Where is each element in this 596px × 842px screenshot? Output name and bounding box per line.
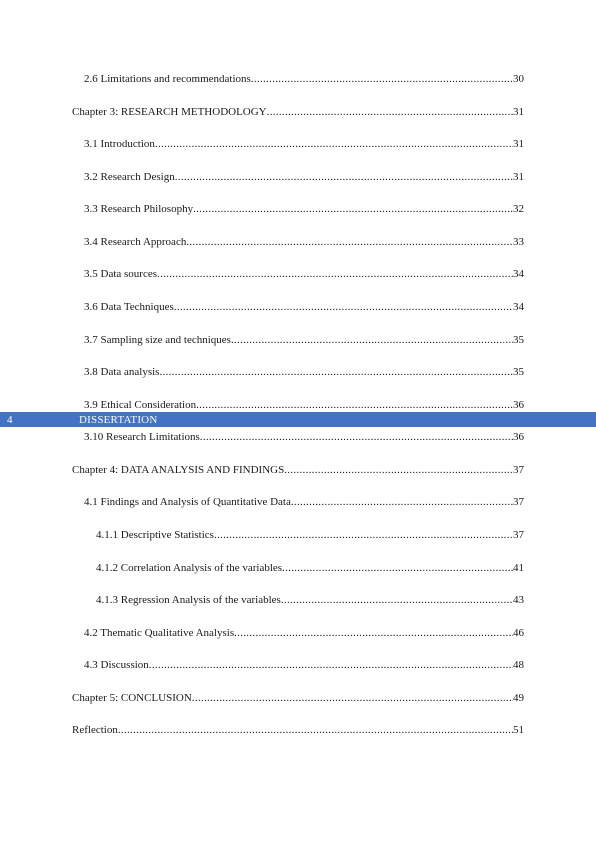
toc-entry-page: 32	[513, 203, 524, 215]
toc-entry-4-2[interactable]	[84, 625, 524, 641]
toc-entry-page: 36	[513, 431, 524, 443]
toc-entry-label: 4.3 Discussion	[84, 659, 149, 671]
toc-entry-page: 34	[513, 268, 524, 280]
toc-entry-page: 37	[513, 464, 524, 476]
toc-leader-dots	[251, 71, 513, 87]
running-header-title: DISSERTATION	[79, 414, 158, 426]
toc-leader-dots	[155, 136, 513, 152]
page-number: 4	[7, 414, 13, 426]
toc-leader-dots	[149, 657, 513, 673]
toc-entry-page: 31	[513, 171, 524, 183]
toc-entry-page: 51	[513, 724, 524, 736]
toc-entry-label: 4.1.3 Regression Analysis of the variables	[96, 594, 281, 606]
toc-leader-dots	[157, 266, 513, 282]
toc-entry-label: 3.6 Data Techniques	[84, 301, 174, 313]
toc-entry-label: 4.1 Findings and Analysis of Quantitative Data	[84, 496, 291, 508]
toc-entry-chapter-3[interactable]	[72, 104, 524, 120]
toc-entry-label: 3.7 Sampling size and techniques	[84, 334, 231, 346]
toc-leader-dots	[118, 722, 513, 738]
toc-leader-dots	[284, 462, 513, 478]
toc-leader-dots	[231, 332, 513, 348]
toc-leader-dots	[214, 527, 513, 543]
toc-entry-label: 4.1.2 Correlation Analysis of the variables	[96, 562, 283, 574]
toc-entry-page: 36	[513, 399, 524, 411]
toc-entry-2-6[interactable]	[84, 71, 524, 87]
toc-entry-label: 3.3 Research Philosophy	[84, 203, 194, 215]
toc-entry-label: Chapter 4: DATA ANALYSIS AND FINDINGS	[72, 464, 285, 476]
toc-entry-label: Chapter 5: CONCLUSION	[72, 692, 192, 704]
toc-entry-page: 34	[513, 301, 524, 313]
toc-leader-dots	[281, 592, 513, 608]
toc-leader-dots	[200, 429, 513, 445]
toc-entry-3-4[interactable]	[84, 234, 524, 250]
toc-entry-page: 31	[513, 138, 524, 150]
toc-entry-page: 48	[513, 659, 524, 671]
toc-leader-dots	[267, 104, 513, 120]
toc-entry-4-1-3[interactable]	[96, 592, 524, 608]
toc-entry-3-2[interactable]	[84, 169, 524, 185]
toc-entry-page: 33	[513, 236, 524, 248]
toc-entry-reflection[interactable]	[72, 722, 524, 738]
toc-entry-label: 3.8 Data analysis	[84, 366, 160, 378]
toc-entry-label: 3.4 Research Approach	[84, 236, 187, 248]
toc-entry-chapter-4[interactable]	[72, 462, 524, 478]
toc-entry-4-3[interactable]	[84, 657, 524, 673]
toc-leader-dots	[159, 364, 513, 380]
toc-entry-page: 41	[513, 562, 524, 574]
toc-entry-label: 3.1 Introduction	[84, 138, 155, 150]
toc-leader-dots	[193, 201, 513, 217]
toc-entry-page: 46	[513, 627, 524, 639]
toc-entry-label: 3.5 Data sources	[84, 268, 158, 280]
toc-entry-page: 43	[513, 594, 524, 606]
toc-leader-dots	[175, 169, 513, 185]
toc-leader-dots	[186, 234, 513, 250]
toc-entry-label: 2.6 Limitations and recommendations	[84, 73, 251, 85]
toc-entry-label: 3.9 Ethical Consideration	[84, 399, 197, 411]
toc-entry-3-9[interactable]	[84, 397, 524, 413]
toc-entry-4-1[interactable]	[84, 494, 524, 510]
toc-entry-4-1-1[interactable]	[96, 527, 524, 543]
toc-leader-dots	[291, 494, 513, 510]
toc-entry-4-1-2[interactable]	[96, 560, 524, 576]
toc-entry-label: 3.2 Research Design	[84, 171, 175, 183]
toc-leader-dots	[196, 397, 513, 413]
toc-entry-page: 35	[513, 334, 524, 346]
toc-entry-3-10[interactable]	[84, 429, 524, 445]
toc-entry-3-1[interactable]	[84, 136, 524, 152]
toc-entry-3-5[interactable]	[84, 266, 524, 282]
toc-entry-chapter-5[interactable]	[72, 690, 524, 706]
toc-entry-label: 4.1.1 Descriptive Statistics	[96, 529, 214, 541]
toc-entry-page: 35	[513, 366, 524, 378]
toc-entry-label: Chapter 3: RESEARCH METHODOLOGY	[72, 106, 267, 118]
toc-entry-page: 49	[513, 692, 524, 704]
toc-entry-3-8[interactable]	[84, 364, 524, 380]
toc-entry-3-7[interactable]	[84, 332, 524, 348]
toc-entry-page: 30	[513, 73, 524, 85]
toc-entry-label: 4.2 Thematic Qualitative Analysis	[84, 627, 235, 639]
toc-entry-label: 3.10 Research Limitations	[84, 431, 200, 443]
toc-leader-dots	[234, 625, 513, 641]
toc-entry-label: Reflection	[72, 724, 118, 736]
toc-leader-dots	[174, 299, 513, 315]
toc-leader-dots	[282, 560, 513, 576]
toc-entry-page: 31	[513, 106, 524, 118]
toc-entry-3-3[interactable]	[84, 201, 524, 217]
toc-entry-page: 37	[513, 529, 524, 541]
toc-entry-3-6[interactable]	[84, 299, 524, 315]
toc-entry-page: 37	[513, 496, 524, 508]
toc-leader-dots	[192, 690, 513, 706]
